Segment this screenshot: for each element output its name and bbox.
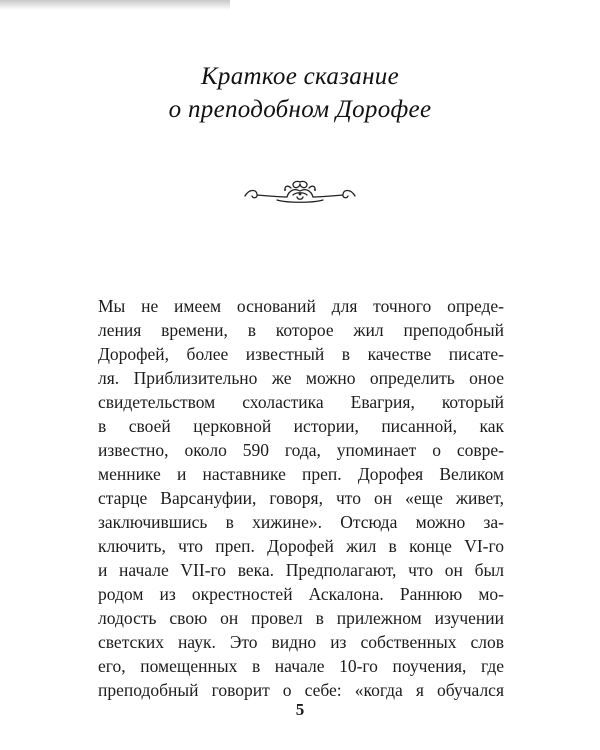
- text-line: Мы не имеем оснований для точного опреде-: [98, 296, 504, 316]
- text-line: ления времени, в которое жил преподобный: [98, 320, 504, 340]
- chapter-title-line-2: о преподобном Дорофее: [168, 96, 432, 123]
- text-line: заключившись в хижине». Отсюда можно за-: [98, 512, 504, 532]
- text-line: известно, около 590 года, упоминает о совре-: [98, 440, 504, 460]
- text-line: лодость свою он провел в прилежном изучении: [98, 608, 504, 628]
- text-line: старце Варсануфии, говоря, что он «еще живет,: [98, 488, 504, 508]
- text-line: Дорофей, более известный в качестве писате-: [98, 344, 504, 364]
- text-line: ключить, что преп. Дорофей жил в конце VI-го: [98, 536, 504, 556]
- text-line: светских наук. Это видно из собственных слов: [98, 632, 504, 652]
- text-line: и начале VII-го века. Предполагают, что он был: [98, 560, 504, 580]
- page-number: 5: [295, 700, 305, 719]
- ornamental-divider-icon: [241, 176, 359, 210]
- text-line: свидетельством схоластика Евагрия, который: [98, 392, 504, 412]
- text-line: в своей церковной истории, писанной, как: [98, 416, 504, 436]
- text-line: родом из окрестностей Аскалона. Раннюю мо-: [98, 584, 504, 604]
- scan-edge-shadow: [0, 0, 230, 10]
- text-line: меннике и наставнике преп. Дорофея Великом: [98, 464, 504, 484]
- body-text: [98, 294, 504, 702]
- text-line: его, помещенных в начале 10-го поучения, где: [98, 656, 504, 676]
- chapter-title: [0, 60, 600, 126]
- chapter-title-line-1: Краткое сказание: [201, 63, 399, 90]
- text-line: преподобный говорит о себе: «когда я обучался: [98, 680, 504, 700]
- text-line: ля. Приблизительно же можно определить оное: [98, 368, 504, 388]
